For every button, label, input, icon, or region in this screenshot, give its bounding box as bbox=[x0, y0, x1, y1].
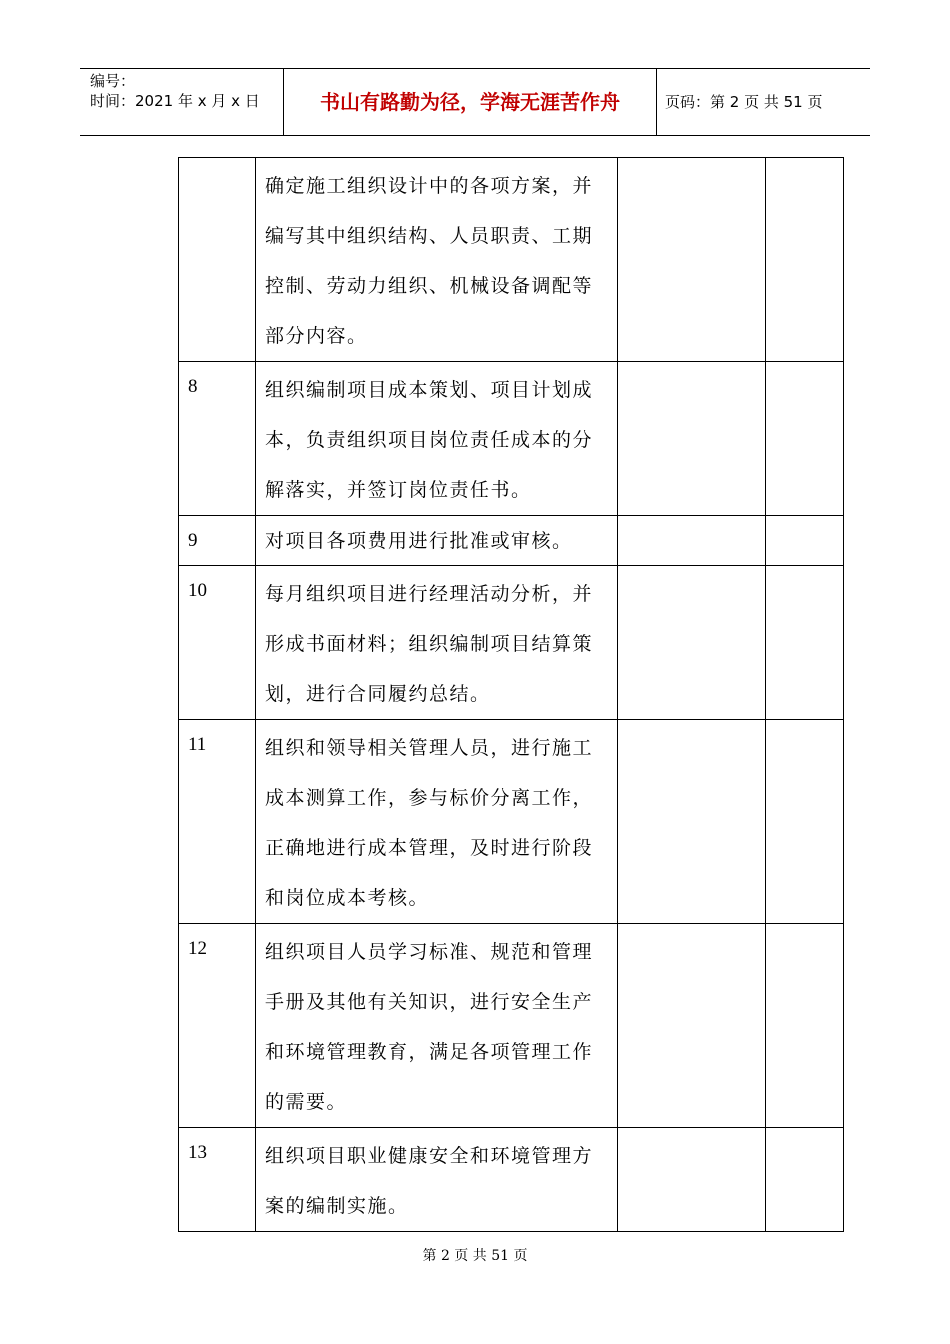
header-meta bbox=[90, 71, 260, 111]
header-page-info: 页码：第 2 页 共 51 页 bbox=[665, 93, 823, 111]
row-empty-cell bbox=[618, 516, 766, 566]
table-row bbox=[179, 158, 844, 362]
row-empty-cell bbox=[766, 158, 844, 362]
row-empty-cell bbox=[618, 566, 766, 720]
row-empty-cell bbox=[766, 362, 844, 516]
table-row bbox=[179, 516, 844, 566]
row-empty-cell bbox=[618, 1128, 766, 1232]
row-duty-text: 确定施工组织设计中的各项方案，并编写其中组织结构、人员职责、工期控制、劳动力组织、机械设备调配等部分内容。 bbox=[256, 158, 618, 362]
row-number: 12 bbox=[179, 924, 256, 1128]
row-empty-cell bbox=[766, 720, 844, 924]
page-footer: 第 2 页 共 51 页 bbox=[422, 1248, 528, 1264]
table-row bbox=[179, 362, 844, 516]
row-number bbox=[179, 158, 256, 362]
duty-table bbox=[178, 157, 844, 1232]
document-time-label: 时间：2021 年 x 月 x 日 bbox=[90, 92, 260, 110]
row-number: 8 bbox=[179, 362, 256, 516]
header-motto: 书山有路勤为径，学海无涯苦作舟 bbox=[320, 90, 620, 114]
page-header bbox=[80, 68, 870, 136]
row-empty-cell bbox=[766, 566, 844, 720]
row-duty-text: 组织项目职业健康安全和环境管理方案的编制实施。 bbox=[256, 1128, 618, 1232]
row-empty-cell bbox=[766, 1128, 844, 1232]
row-duty-text: 对项目各项费用进行批准或审核。 bbox=[256, 516, 618, 566]
header-divider bbox=[656, 69, 657, 135]
table-row bbox=[179, 1128, 844, 1232]
row-empty-cell bbox=[618, 362, 766, 516]
table-row bbox=[179, 720, 844, 924]
row-empty-cell bbox=[766, 516, 844, 566]
row-number: 11 bbox=[179, 720, 256, 924]
row-duty-text: 组织项目人员学习标准、规范和管理手册及其他有关知识，进行安全生产和环境管理教育，满足各项管理工作的需要。 bbox=[256, 924, 618, 1128]
row-duty-text: 组织编制项目成本策划、项目计划成本，负责组织项目岗位责任成本的分解落实，并签订岗位责任书。 bbox=[256, 362, 618, 516]
row-empty-cell bbox=[618, 924, 766, 1128]
row-duty-text: 组织和领导相关管理人员，进行施工成本测算工作，参与标价分离工作，正确地进行成本管理，及时进行阶段和岗位成本考核。 bbox=[256, 720, 618, 924]
row-number: 10 bbox=[179, 566, 256, 720]
row-empty-cell bbox=[766, 924, 844, 1128]
row-empty-cell bbox=[618, 158, 766, 362]
row-empty-cell bbox=[618, 720, 766, 924]
row-number: 9 bbox=[179, 516, 256, 566]
document-number-label: 编号： bbox=[90, 72, 136, 90]
table-row bbox=[179, 924, 844, 1128]
table-row bbox=[179, 566, 844, 720]
row-number: 13 bbox=[179, 1128, 256, 1232]
row-duty-text: 每月组织项目进行经理活动分析，并形成书面材料；组织编制项目结算策划，进行合同履约总结。 bbox=[256, 566, 618, 720]
